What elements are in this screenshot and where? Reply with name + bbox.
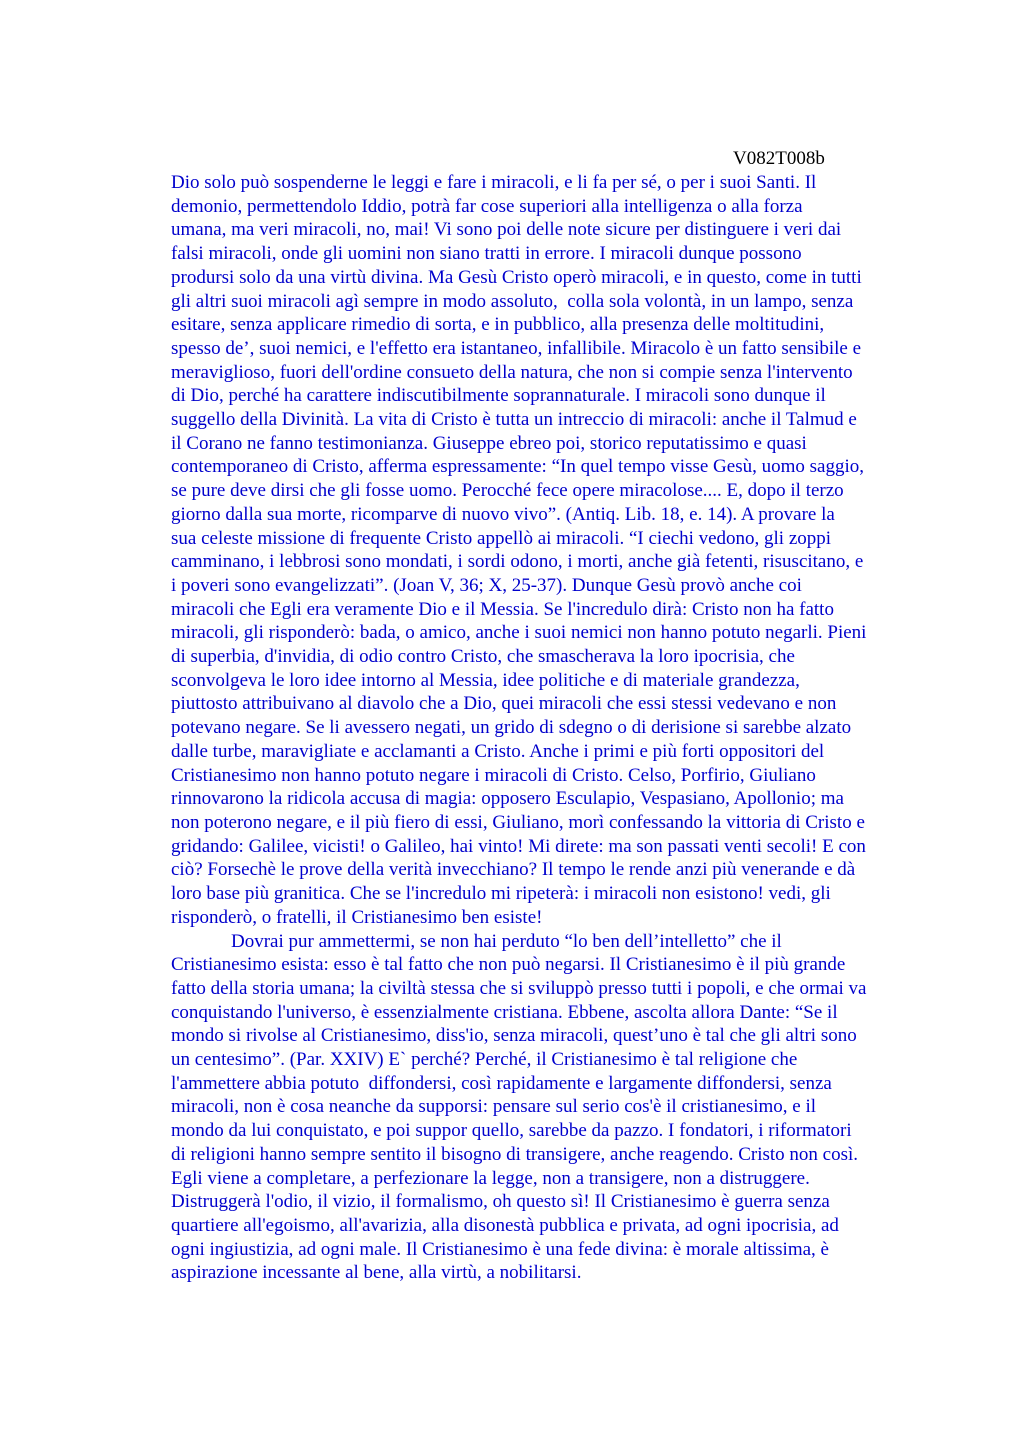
text-line: di religioni hanno sempre sentito il bisogno di transigere, anche reagendo. Cristo non così. bbox=[171, 1143, 859, 1165]
text-line: risponderò, o fratelli, il Cristianesimo ben esiste! bbox=[171, 906, 543, 928]
text-line: miracoli che Egli era veramente Dio e il Messia. Se l'incredulo dirà: Cristo non ha fatto bbox=[171, 598, 834, 620]
text-line: di superbia, d'invidia, di odio contro Cristo, che smascherava la loro ipocrisia, che bbox=[171, 646, 795, 668]
paragraph-2 bbox=[171, 930, 941, 1286]
text-line: mondo da lui conquistato, e poi suppor quello, sarebbe da pazzo. I fondatori, i riformatori bbox=[171, 1120, 852, 1142]
text-line: l'ammettere abbia potuto diffondersi, così rapidamente e largamente diffondersi, senza bbox=[171, 1072, 832, 1094]
text-line: dalle turbe, maravigliate e acclamanti a Cristo. Anche i primi e più forti oppositori del bbox=[171, 740, 825, 762]
text-line: se pure deve dirsi che gli fosse uomo. Perocché fece opere miracolose.... E, dopo il terzo bbox=[171, 480, 844, 502]
document-body bbox=[171, 171, 941, 1285]
text-line: miracoli, non è cosa neanche da supporsi: pensare sul serio cos'è il cristianesimo, e il bbox=[171, 1096, 817, 1118]
text-line: un centesimo”. (Par. XXIV) E` perché? Perché, il Cristianesimo è tal religione che bbox=[171, 1049, 798, 1071]
text-line: Dovrai pur ammettermi, se non hai perduto “lo ben dell’intelletto” che il bbox=[231, 930, 782, 952]
text-line: aspirazione incessante al bene, alla virtù, a nobilitarsi. bbox=[171, 1262, 582, 1284]
text-line: suggello della Divinità. La vita di Cristo è tutta un intreccio di miracoli: anche il Talmud e bbox=[171, 409, 857, 431]
text-line: camminano, i lebbrosi sono mondati, i sordi odono, i morti, anche già fetenti, risuscitano, e bbox=[171, 551, 864, 573]
document-id-label: V082T008b bbox=[733, 148, 825, 169]
text-line: loro base più granitica. Che se l'incredulo mi ripeterà: i miracoli non esistono! vedi, gli bbox=[171, 883, 831, 905]
paragraph-1 bbox=[171, 171, 941, 930]
text-line: Dio solo può sospenderne le leggi e fare i miracoli, e li fa per sé, o per i suoi Santi. Il bbox=[171, 172, 817, 193]
text-line: giorno dalla sua morte, ricomparve di nuovo vivo”. (Antiq. Lib. 18, e. 14). A provare la bbox=[171, 503, 835, 525]
text-line: gridando: Galilee, vicisti! o Galileo, hai vinto! Mi direte: ma son passati venti secoli! E con bbox=[171, 835, 866, 857]
text-line: quartiere all'egoismo, all'avarizia, alla disonestà pubblica e privata, ad ogni ipocrisia, ad bbox=[171, 1214, 839, 1236]
text-line: demonio, permettendolo Iddio, potrà far cose superiori alla intelligenza o alla forza bbox=[171, 195, 803, 217]
text-line: miracoli, gli risponderò: bada, o amico, anche i suoi nemici non hanno potuto negarli. Pieni bbox=[171, 622, 867, 644]
text-line: fatto della storia umana; la civiltà stessa che si sviluppò presso tutti i popoli, e che ormai va bbox=[171, 977, 867, 999]
text-line: prodursi solo da una virtù divina. Ma Gesù Cristo operò miracoli, e in questo, come in tutti bbox=[171, 266, 862, 288]
text-line: Cristianesimo non hanno potuto negare i miracoli di Cristo. Celso, Porfirio, Giuliano bbox=[171, 764, 816, 786]
text-line: Cristianesimo esista: esso è tal fatto che non può negarsi. Il Cristianesimo è il più grande bbox=[171, 954, 846, 976]
text-line: esitare, senza applicare rimedio di sorta, e in pubblico, alla presenza delle moltitudini, bbox=[171, 314, 825, 336]
text-line: contemporaneo di Cristo, afferma espressamente: “In quel tempo visse Gesù, uomo saggio, bbox=[171, 456, 864, 478]
text-line: Distruggerà l'odio, il vizio, il formalismo, oh questo sì! Il Cristianesimo è guerra senza bbox=[171, 1191, 830, 1213]
text-line: di Dio, perché ha carattere indiscutibilmente soprannaturale. I miracoli sono dunque il bbox=[171, 385, 826, 407]
text-line: sconvolgeva le loro idee intorno al Messia, idee politiche e di materiale grandezza, bbox=[171, 669, 800, 691]
text-line: falsi miracoli, onde gli uomini non siano tratti in errore. I miracoli dunque possono bbox=[171, 243, 802, 265]
text-line: piuttosto attribuivano al diavolo che a Dio, quei miracoli che essi stessi vedevano e non bbox=[171, 693, 837, 715]
text-line: sua celeste missione di frequente Cristo appellò ai miracoli. “I ciechi vedono, gli zoppi bbox=[171, 527, 832, 549]
text-line: potevano negare. Se li avessero negati, un grido di sdegno o di derisione si sarebbe alzato bbox=[171, 717, 852, 739]
text-line: rinnovarono la ridicola accusa di magia: opposero Esculapio, Vespasiano, Apollonio; ma bbox=[171, 788, 844, 810]
text-line: il Corano ne fanno testimonianza. Giuseppe ebreo poi, storico reputatissimo e quasi bbox=[171, 432, 807, 454]
text-line: i poveri sono evangelizzati”. (Joan V, 36; X, 25-37). Dunque Gesù provò anche coi bbox=[171, 574, 802, 596]
text-line: meraviglioso, fuori dell'ordine consueto della natura, che non si compie senza l'intervento bbox=[171, 361, 853, 383]
text-line: spesso de’, suoi nemici, e l'effetto era istantaneo, infallibile. Miracolo è un fatto sensibile e bbox=[171, 337, 862, 359]
text-line: Egli viene a completare, a perfezionare la legge, non a transigere, non a distruggere. bbox=[171, 1167, 810, 1189]
text-line: non poterono negare, e il più fiero di essi, Giuliano, morì confessando la vittoria di Cristo e bbox=[171, 811, 865, 833]
text-line: mondo si rivolse al Cristianesimo, diss'io, senza miracoli, quest’uno è tal che gli altri sono bbox=[171, 1025, 857, 1047]
text-line: ogni ingiustizia, ad ogni male. Il Cristianesimo è una fede divina: è morale altissima, è bbox=[171, 1238, 829, 1260]
text-line: gli altri suoi miracoli agì sempre in modo assoluto, colla sola volontà, in un lampo, senza bbox=[171, 290, 854, 312]
text-line: umana, ma veri miracoli, no, mai! Vi sono poi delle note sicure per distinguere i veri dai bbox=[171, 219, 842, 241]
text-line: ciò? Forsechè le prove della verità invecchiano? Il tempo le rende anzi più venerande e dà bbox=[171, 859, 856, 881]
text-line: conquistando l'universo, è essenzialmente cristiana. Ebbene, ascolta allora Dante: “Se il bbox=[171, 1001, 838, 1023]
